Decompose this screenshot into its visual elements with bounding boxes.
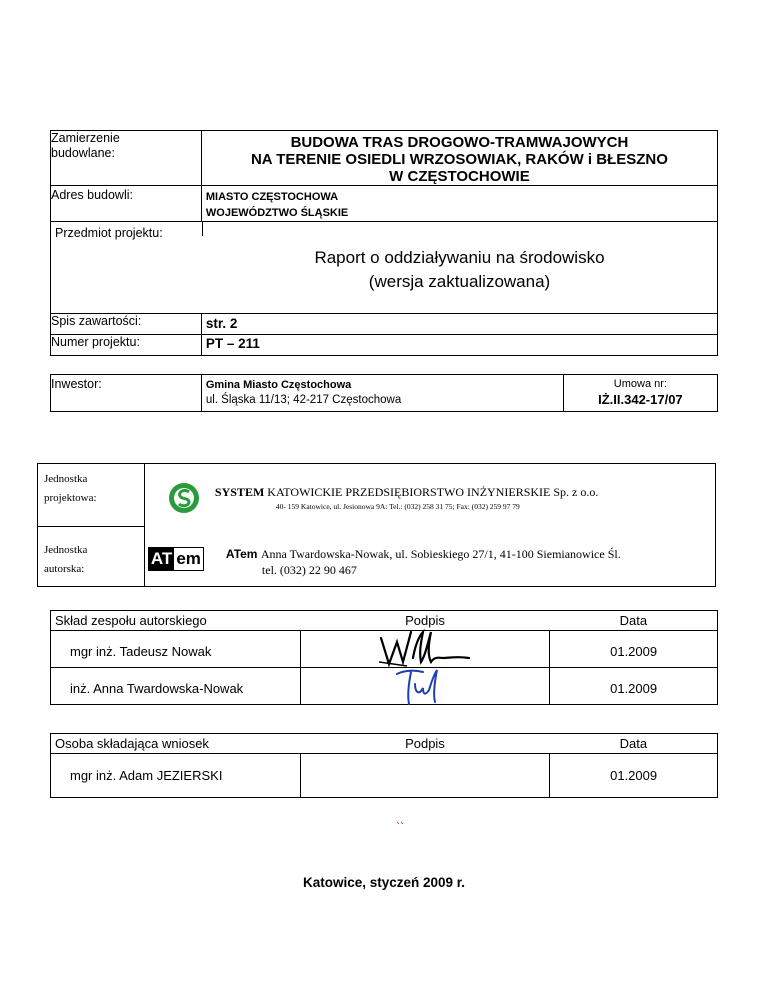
stray-mark: `` <box>396 820 404 834</box>
contract-label: Umowa nr: <box>613 378 667 390</box>
applicant-table <box>50 733 718 798</box>
contents-label: Spis zawartości: <box>51 314 142 328</box>
project-number-value-cell <box>201 335 717 356</box>
design-unit-label-1: Jednostka <box>44 473 88 485</box>
subject-line-1: Raport o oddziaływaniu na środowisko <box>314 248 605 267</box>
applicant-header-signature: Podpis <box>300 734 550 754</box>
author-row-2-signature-cell <box>300 668 550 705</box>
design-unit-value-cell <box>144 464 715 527</box>
investor-value-cell <box>201 375 562 412</box>
subject-cell <box>51 222 718 314</box>
author-row-1-name: mgr inż. Tadeusz Nowak <box>51 631 301 668</box>
address-value-cell <box>201 186 717 222</box>
author-unit-label-cell <box>38 527 145 587</box>
signature-nowak-icon <box>377 628 473 668</box>
address-label-cell <box>51 186 202 222</box>
project-title-line-3: W CZĘSTOCHOWIE <box>389 168 530 185</box>
project-number-label: Numer projektu: <box>51 335 140 349</box>
address-label: Adres budowli: <box>51 188 133 202</box>
author-unit-name-bold: ATem <box>225 546 258 561</box>
design-unit-name-bold: SYSTEM <box>214 485 265 499</box>
signature-twardowska-icon <box>393 666 453 706</box>
applicant-header-date: Data <box>550 734 718 754</box>
project-number-value: PT – 211 <box>205 336 260 351</box>
authors-header-team: Skład zespołu autorskiego <box>51 611 301 631</box>
project-title-line-1: BUDOWA TRAS DROGOWO-TRAMWAJOWYCH <box>290 134 629 151</box>
investor-label: Inwestor: <box>51 377 102 391</box>
author-unit-label-2: autorska: <box>44 563 85 575</box>
investor-table <box>50 374 718 412</box>
authors-header-date: Data <box>550 611 718 631</box>
author-unit-value-cell <box>144 527 715 587</box>
project-info-table <box>50 130 718 356</box>
atem-logo <box>148 547 204 571</box>
design-unit-label-cell <box>38 464 145 527</box>
author-row-2-date: 01.2009 <box>550 668 718 705</box>
footer-place-date: Katowice, styczeń 2009 r. <box>302 875 466 890</box>
subject-line-2: (wersja zaktualizowana) <box>368 272 551 291</box>
subject-divider <box>202 222 203 236</box>
design-unit-name-rest: KATOWICKIE PRZEDSIĘBIORSTWO INŻYNIERSKIE Sp. z o.o. <box>267 485 599 499</box>
applicant-row-1-date: 01.2009 <box>550 754 718 798</box>
subject-text <box>202 246 717 294</box>
applicant-header-person: Osoba składająca wniosek <box>51 734 301 754</box>
address-line-2: WOJEWÓDZTWO ŚLĄSKIE <box>205 207 349 219</box>
investor-label-cell <box>51 375 202 412</box>
system-logo-icon <box>167 481 201 515</box>
subject-label: Przedmiot projektu: <box>55 226 163 240</box>
author-unit-name <box>226 547 621 562</box>
authors-header-signature: Podpis <box>300 611 550 631</box>
design-unit-label-2: projektowa: <box>44 492 97 504</box>
atem-logo-dark: AT <box>150 548 173 568</box>
contract-cell <box>563 375 718 412</box>
design-unit-name <box>215 485 598 500</box>
contents-value-cell <box>201 314 717 335</box>
investor-address: ul. Śląska 11/13; 42-217 Częstochowa <box>205 394 402 406</box>
design-unit-address: 40- 159 Katowice, ul. Jesionowa 9A: Tel.: (032) 258 31 75; Fax: (032) 259 97 79 <box>275 502 520 511</box>
project-label: Zamierzenie budowlane: <box>51 131 120 160</box>
author-row-2-name: inż. Anna Twardowska-Nowak <box>51 668 301 705</box>
contents-value: str. 2 <box>205 316 238 331</box>
atem-logo-light: em <box>176 548 201 568</box>
applicant-row-1-name: mgr inż. Adam JEZIERSKI <box>51 754 301 798</box>
investor-name: Gmina Miasto Częstochowa <box>205 379 352 391</box>
author-row-1-date: 01.2009 <box>550 631 718 668</box>
units-table <box>37 463 716 587</box>
authors-table <box>50 610 718 705</box>
applicant-row-1-signature-cell <box>300 754 550 798</box>
project-label-cell <box>51 131 202 186</box>
author-unit-name-rest: Anna Twardowska-Nowak, ul. Sobieskiego 27/1, 41-100 Siemianowice Śl. <box>260 546 621 561</box>
project-title-cell <box>201 131 717 186</box>
contract-box <box>563 374 717 412</box>
author-row-1-signature-cell <box>300 631 550 668</box>
contract-number: IŻ.II.342-17/07 <box>598 392 683 407</box>
contents-label-cell <box>51 314 202 335</box>
project-title-line-2: NA TERENIE OSIEDLI WRZOSOWIAK, RAKÓW i BŁESZNO <box>250 151 668 168</box>
author-unit-phone: tel. (032) 22 90 467 <box>261 562 357 577</box>
project-number-label-cell <box>51 335 202 356</box>
address-line-1: MIASTO CZĘSTOCHOWA <box>205 191 339 203</box>
author-unit-label-1: Jednostka <box>44 544 88 556</box>
